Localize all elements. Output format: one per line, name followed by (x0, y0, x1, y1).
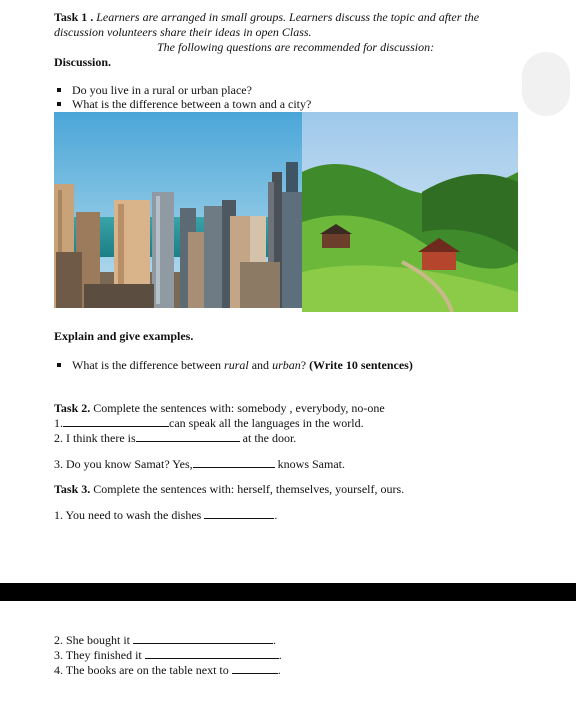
discussion-heading: Discussion. (54, 55, 112, 69)
task3-item-4: 4. The books are on the table next to . (54, 663, 281, 677)
task3-label: Task 3. (54, 482, 91, 496)
answer-blank[interactable] (145, 648, 279, 659)
answer-blank[interactable] (204, 508, 274, 519)
rural-landscape-image (302, 112, 518, 312)
task2-instruction: Complete the sentences with: somebody , everybody, no-one (90, 401, 385, 415)
rural-urban-question: What is the difference between rural and urban? (Write 10 sentences) (72, 358, 413, 372)
task1-text-line3: The following questions are recommended for discussion: (157, 40, 435, 54)
question-1: Do you live in a rural or urban place? (72, 83, 252, 97)
explain-heading: Explain and give examples. (54, 329, 194, 343)
task2-item-2: 2. I think there is at the door. (54, 431, 297, 445)
answer-blank[interactable] (63, 416, 169, 427)
answer-blank[interactable] (193, 457, 275, 468)
word-rural: rural (224, 358, 249, 372)
task1-header-line1 (54, 10, 479, 24)
task3-header (54, 482, 404, 496)
question-2: What is the difference between a town and a city? (72, 97, 312, 111)
write-note: (Write 10 sentences) (309, 358, 413, 372)
task3-instruction: Complete the sentences with: herself, themselves, yourself, ours. (90, 482, 405, 496)
answer-blank[interactable] (136, 431, 240, 442)
task2-item-3: 3. Do you know Samat? Yes, knows Samat. (54, 457, 346, 471)
city-skyline-image (54, 112, 302, 308)
answer-blank[interactable] (133, 633, 273, 644)
bullet-icon (57, 88, 61, 92)
task1-text-line2: discussion volunteers share their ideas in open Class. (54, 25, 312, 39)
bullet-icon (57, 102, 61, 106)
task3-item-1: 1. You need to wash the dishes . (54, 508, 278, 522)
task3-item-3: 3. They finished it . (54, 648, 282, 662)
scroll-indicator (522, 52, 570, 116)
task1-label: Task 1 . (54, 10, 94, 24)
word-urban: urban (272, 358, 301, 372)
task2-label: Task 2. (54, 401, 91, 415)
task1-text-line1: Learners are arranged in small groups. Learners discuss the topic and after the (96, 10, 480, 24)
task3-item-2: 2. She bought it . (54, 633, 277, 647)
bullet-icon (57, 363, 61, 367)
redaction-bar (0, 583, 576, 601)
task2-header (54, 401, 385, 415)
answer-blank[interactable] (232, 663, 278, 674)
task2-item-1: 1. can speak all the languages in the world. (54, 416, 364, 430)
